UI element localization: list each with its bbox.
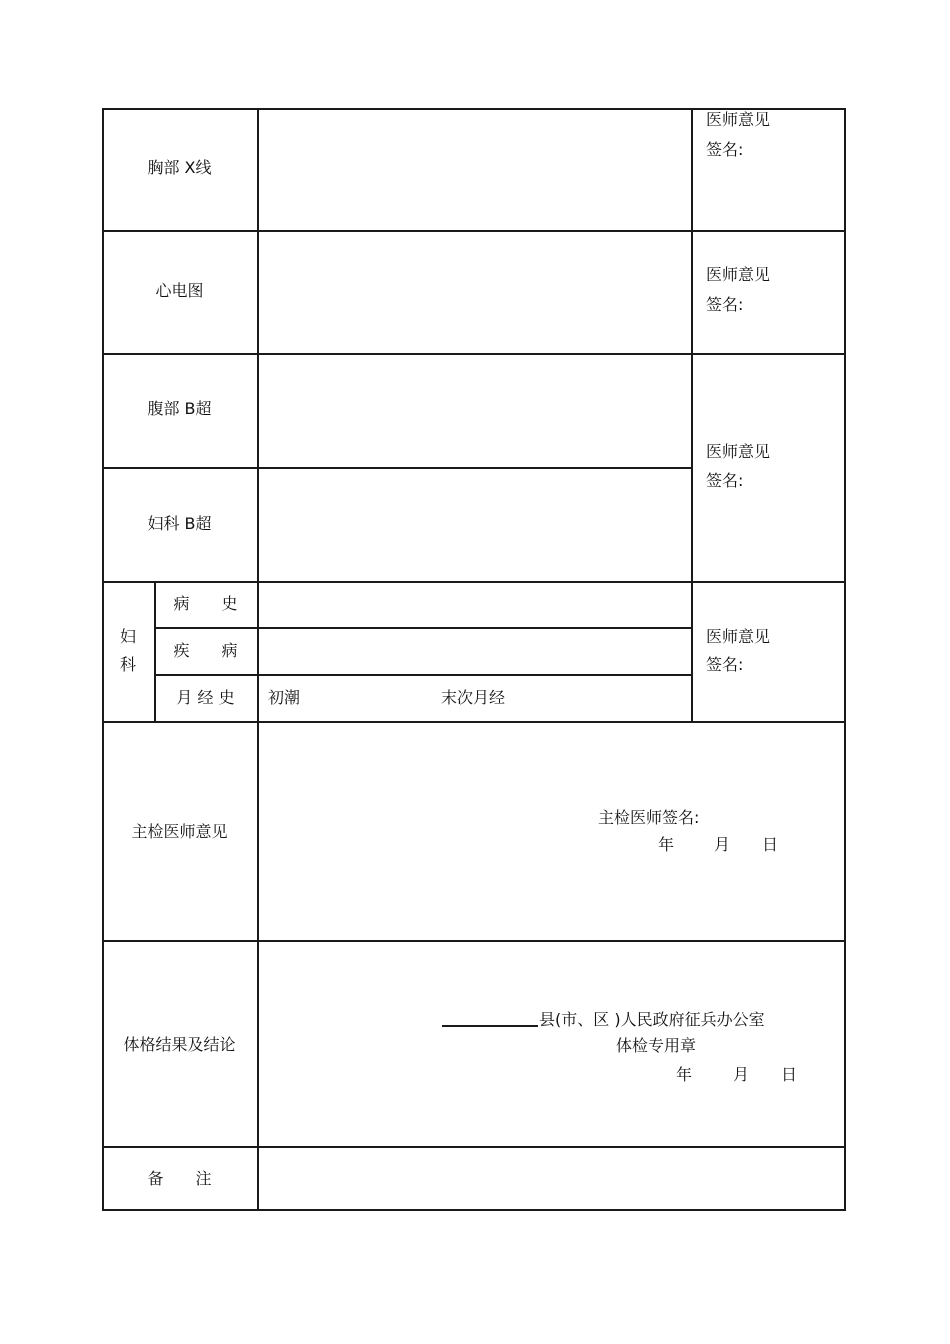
ecg-opinion: 医师意见 bbox=[706, 265, 771, 284]
column-divider bbox=[257, 581, 259, 1211]
row-divider bbox=[102, 230, 845, 232]
conclusion-label: 体格结果及结论 bbox=[123, 1035, 236, 1054]
exam-seal-label: 体检专用章 bbox=[616, 1036, 697, 1055]
chief-doctor-month: 月 bbox=[714, 835, 731, 854]
row-divider bbox=[102, 353, 845, 355]
menstrual-history-label: 月 经 史 bbox=[176, 688, 235, 707]
row-divider bbox=[102, 467, 692, 469]
row-divider bbox=[102, 721, 845, 723]
table-right-border bbox=[844, 108, 846, 1211]
abdominal-ultrasound-label: 腹部 B超 bbox=[147, 399, 212, 418]
medical-history-label: 病 史 bbox=[173, 594, 238, 613]
remarks-label: 备 注 bbox=[147, 1169, 212, 1188]
row-divider bbox=[102, 581, 845, 583]
chest-xray-label: 胸部 X线 bbox=[147, 158, 212, 177]
last-period-label: 末次月经 bbox=[441, 688, 506, 707]
recruitment-office: 县(市、区 )人民政府征兵办公室 bbox=[539, 1010, 765, 1029]
column-divider bbox=[257, 108, 259, 581]
chief-doctor-day: 日 bbox=[762, 835, 779, 854]
menarche-label: 初潮 bbox=[268, 688, 301, 707]
conclusion-month: 月 bbox=[733, 1065, 750, 1084]
row-divider bbox=[154, 674, 692, 676]
conclusion-day: 日 bbox=[781, 1065, 798, 1084]
disease-label: 疾 病 bbox=[173, 641, 238, 660]
chief-doctor-label: 主检医师意见 bbox=[131, 822, 228, 841]
chest-xray-signature: 签名: bbox=[706, 140, 744, 159]
row-divider bbox=[102, 940, 845, 942]
gynecology-signature: 签名: bbox=[706, 655, 744, 674]
row-divider bbox=[154, 627, 692, 629]
ultrasound-signature: 签名: bbox=[706, 471, 744, 490]
ultrasound-opinion: 医师意见 bbox=[706, 442, 771, 461]
chief-doctor-year: 年 bbox=[658, 835, 675, 854]
table-bottom-border bbox=[102, 1209, 845, 1211]
conclusion-year: 年 bbox=[676, 1065, 693, 1084]
gynecology-opinion: 医师意见 bbox=[706, 627, 771, 646]
ecg-signature: 签名: bbox=[706, 295, 744, 314]
gynecology-label-bottom: 科 bbox=[119, 655, 136, 674]
gynecology-label-top: 妇 bbox=[119, 627, 136, 646]
chief-doctor-signature: 主检医师签名: bbox=[598, 808, 700, 827]
gyn-ultrasound-label: 妇科 B超 bbox=[147, 514, 212, 533]
column-divider bbox=[691, 108, 693, 721]
chest-xray-opinion: 医师意见 bbox=[706, 110, 771, 129]
ecg-label: 心电图 bbox=[155, 281, 204, 300]
row-divider bbox=[102, 1146, 845, 1148]
county-blank-line bbox=[442, 1025, 538, 1027]
